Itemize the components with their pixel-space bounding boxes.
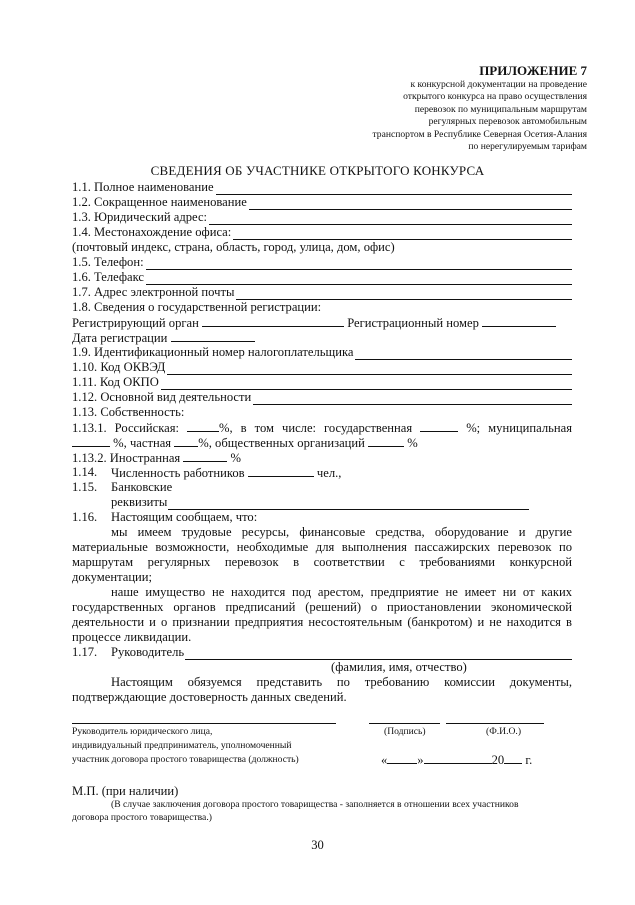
field-label: 1.4. Местонахождение офиса: xyxy=(72,225,232,239)
signature-caption: Руководитель юридического лица, xyxy=(72,726,213,737)
signature-caption: участник договора простого товарищества (должность) xyxy=(72,754,299,765)
year-suffix: г. xyxy=(525,753,533,767)
year-blank[interactable] xyxy=(504,752,522,764)
stamp-note: договора простого товарищества.) xyxy=(72,812,212,823)
paragraph-line: материальные возможности, необходимые для выполнения пассажирских перевозок по xyxy=(72,540,572,554)
commitment-line: Настоящим обязуемся представить по требованию комиссии документы, xyxy=(111,675,572,689)
appendix-line: транспортом в Республике Северная Осетия-Алания xyxy=(372,128,587,140)
blank-line[interactable] xyxy=(146,273,572,285)
paragraph-line: мы имеем трудовые ресурсы, финансовые средства, оборудование и другие xyxy=(111,525,572,539)
field-label: %; муниципальная xyxy=(466,421,573,435)
appendix-line: перевозок по муниципальным маршрутам xyxy=(414,103,587,115)
signature-label: (Подпись) xyxy=(384,726,426,737)
field-label: % xyxy=(230,451,242,465)
blank-line[interactable] xyxy=(253,393,572,405)
statement-heading: Настоящим сообщаем, что: xyxy=(111,510,258,524)
employees-blank[interactable] xyxy=(248,465,314,477)
bank-number: 1.15. xyxy=(72,480,98,494)
field-full-name[interactable] xyxy=(72,180,572,195)
field-label: 1.5. Телефон: xyxy=(72,255,144,269)
field-label: Регистрационный номер xyxy=(347,316,479,330)
ownership-heading: 1.13. Собственность: xyxy=(72,405,185,419)
field-phone[interactable] xyxy=(72,255,572,270)
field-label: Регистрирующий орган xyxy=(72,316,199,330)
employees-label-row xyxy=(111,465,341,481)
field-label: 1.7. Адрес электронной почты xyxy=(72,285,235,299)
registration-organ-row xyxy=(72,315,556,331)
blank-line[interactable] xyxy=(161,378,572,390)
public-org-percent-blank[interactable] xyxy=(368,435,404,447)
month-blank[interactable] xyxy=(424,752,492,764)
paragraph-line: деятельности и о признании предприятия несостоятельным (банкротом) и не находится в xyxy=(72,615,572,629)
field-label: 1.11. Код ОКПО xyxy=(72,375,159,389)
private-percent-blank[interactable] xyxy=(174,435,198,447)
field-label: 1.10. Код ОКВЭД xyxy=(72,360,166,374)
blank-line[interactable] xyxy=(209,213,572,225)
registration-date-row xyxy=(72,330,255,346)
appendix-line: к конкурсной документации на проведение xyxy=(410,79,587,90)
blank-line[interactable] xyxy=(167,363,572,375)
field-label: Дата регистрации xyxy=(72,331,168,345)
position-blank[interactable] xyxy=(72,723,336,724)
field-label: Численность работников xyxy=(111,466,245,480)
field-fax[interactable] xyxy=(72,270,572,285)
paragraph-line: документации; xyxy=(72,570,153,584)
field-label: 1.12. Основной вид деятельности xyxy=(72,390,252,404)
field-number: 1.14. xyxy=(72,465,98,479)
field-label: 1.2. Сокращенное наименование xyxy=(72,195,247,209)
paragraph-line: наше имущество не находится под арестом, предприятие не имеет ни от каких xyxy=(111,585,572,599)
blank-line[interactable] xyxy=(146,258,572,270)
state-percent-blank[interactable] xyxy=(420,420,458,432)
field-director[interactable] xyxy=(111,645,572,660)
blank-line[interactable] xyxy=(236,288,572,300)
field-label: %, общественных организаций xyxy=(198,436,365,450)
director-number: 1.17. xyxy=(72,645,98,659)
stamp-note: (В случае заключения договора простого товарищества - заполняется в отношении всех участников xyxy=(111,799,519,810)
blank-line[interactable] xyxy=(185,648,572,660)
field-short-name[interactable] xyxy=(72,195,572,210)
appendix-header xyxy=(372,63,587,153)
field-label: %, в том числе: государственная xyxy=(219,421,413,435)
russian-percent-blank[interactable] xyxy=(187,420,219,432)
blank-line[interactable] xyxy=(233,228,572,240)
blank-line[interactable] xyxy=(168,498,529,510)
registration-date-blank[interactable] xyxy=(171,330,255,342)
paragraph-line: маршрутам регулярных перевозок в соответствии с требованиями конкурсной xyxy=(72,555,572,569)
field-label: чел., xyxy=(316,466,342,480)
date-quote: « xyxy=(381,753,388,767)
field-label: Руководитель xyxy=(111,645,185,659)
field-label: 1.3. Юридический адрес: xyxy=(72,210,208,224)
field-label: 1.9. Идентификационный номер налогоплательщика xyxy=(72,345,354,359)
field-inn[interactable] xyxy=(72,345,572,360)
field-legal-address[interactable] xyxy=(72,210,572,225)
employees-row xyxy=(72,465,97,480)
fio-label: (Ф.И.О.) xyxy=(486,726,522,737)
registration-number-blank[interactable] xyxy=(482,315,556,327)
paragraph-line: государственных органов предписаний (решений) о приостановлении экономической xyxy=(72,600,572,614)
date-row xyxy=(381,752,532,768)
commitment-line: подтверждающие достоверность данных сведений. xyxy=(72,690,347,704)
blank-line[interactable] xyxy=(355,348,572,360)
day-blank[interactable] xyxy=(387,752,417,764)
appendix-title: ПРИЛОЖЕНИЕ 7 xyxy=(479,63,587,78)
appendix-line: по нерегулируемым тарифам xyxy=(468,141,587,153)
field-okpo[interactable] xyxy=(72,375,572,390)
paragraph-line: процессе ликвидации. xyxy=(72,630,192,644)
ownership-russian-row xyxy=(72,420,572,436)
municipal-percent-blank[interactable] xyxy=(72,435,110,447)
field-label: % xyxy=(407,436,418,450)
field-office-location[interactable] xyxy=(72,225,572,240)
field-label: 1.6. Телефакс xyxy=(72,270,145,284)
appendix-line: регулярных перевозок автомобильным xyxy=(428,116,587,128)
field-label: 1.13.2. Иностранная xyxy=(72,451,181,465)
signature-blank[interactable] xyxy=(369,723,440,724)
field-bank-details[interactable] xyxy=(111,495,529,510)
field-label: 1.1. Полное наименование xyxy=(72,180,214,194)
field-email[interactable] xyxy=(72,285,572,300)
appendix-line: открытого конкурса на право осуществления xyxy=(403,91,587,103)
blank-line[interactable] xyxy=(249,198,572,210)
field-label: %, частная xyxy=(113,436,172,450)
field-label: 1.13.1. Российская: xyxy=(72,421,180,435)
fio-blank[interactable] xyxy=(446,723,544,724)
registration-organ-blank[interactable] xyxy=(202,315,344,327)
ownership-foreign-row xyxy=(72,450,241,466)
statement-number: 1.16. xyxy=(72,510,98,524)
document-title: СВЕДЕНИЯ ОБ УЧАСТНИКЕ ОТКРЫТОГО КОНКУРСА xyxy=(150,163,485,178)
field-label: реквизиты xyxy=(111,495,168,509)
ownership-private-row xyxy=(72,435,418,451)
page-number: 30 xyxy=(311,838,324,852)
registration-heading: 1.8. Сведения о государственной регистрации: xyxy=(72,300,322,314)
stamp-label: М.П. (при наличии) xyxy=(72,784,179,798)
office-location-note: (почтовый индекс, страна, область, город, улица, дом, офис) xyxy=(72,240,395,254)
foreign-percent-blank[interactable] xyxy=(183,450,227,462)
field-okved[interactable] xyxy=(72,360,572,375)
blank-line[interactable] xyxy=(216,183,572,195)
field-main-activity[interactable] xyxy=(72,390,572,405)
director-note: (фамилия, имя, отчество) xyxy=(331,660,467,674)
signature-caption: индивидуальный предприниматель, уполномоченный xyxy=(72,740,292,751)
bank-label: Банковские xyxy=(111,480,173,494)
year-prefix: 20 xyxy=(491,753,505,767)
date-quote: » xyxy=(417,753,424,767)
